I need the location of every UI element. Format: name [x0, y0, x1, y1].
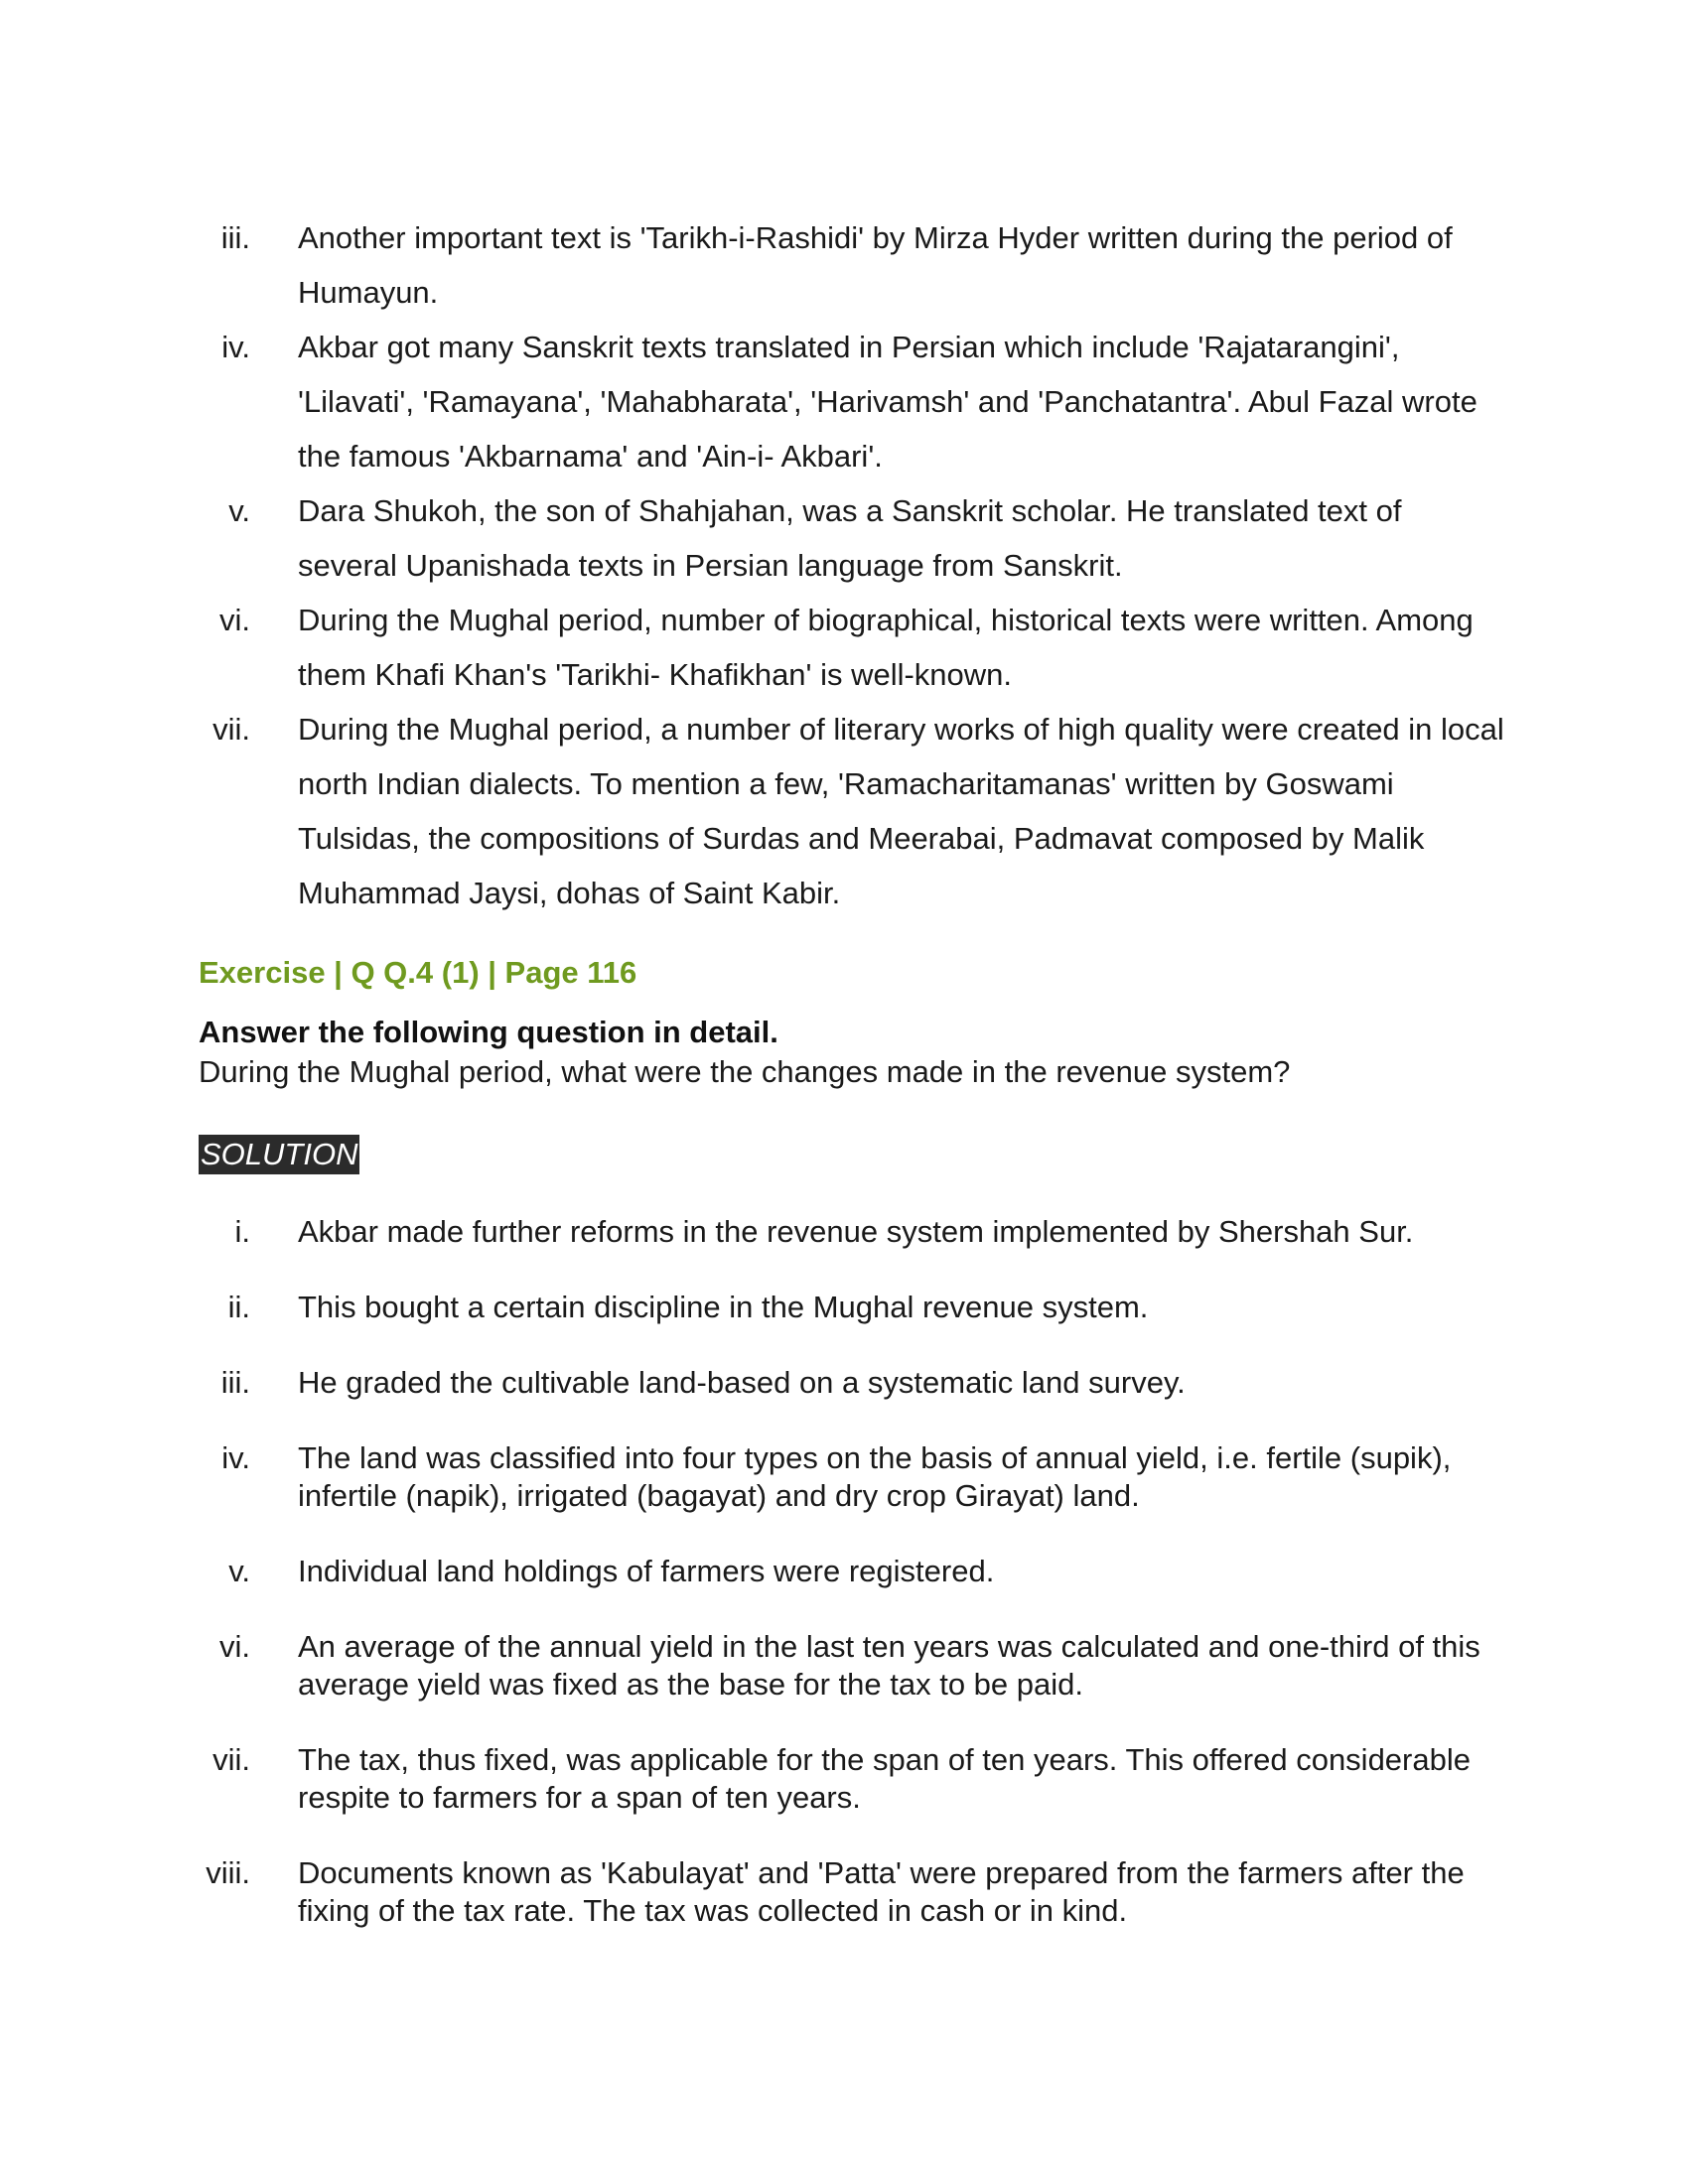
list-item-number: i.: [234, 1214, 250, 1249]
list-item-text: This bought a certain discipline in the Mughal revenue system.: [298, 1290, 1149, 1324]
question-instruction: Answer the following question in detail.: [199, 1015, 778, 1049]
list-item: [199, 1364, 1509, 1402]
list-item-number: vii.: [212, 712, 250, 747]
solution-label: SOLUTION: [199, 1135, 359, 1174]
exercise-heading: Exercise | Q Q.4 (1) | Page 116: [199, 955, 637, 990]
list-item-number: v.: [228, 493, 250, 528]
list-item: [199, 1628, 1509, 1704]
list-item: [199, 702, 1509, 920]
list-item-text: Dara Shukoh, the son of Shahjahan, was a Sanskrit scholar. He translated text of several Upanishada texts in Persian language from Sanskrit.: [298, 493, 1402, 583]
list-item-number: iv.: [221, 1440, 250, 1475]
list-item-text: Akbar got many Sanskrit texts translated in Persian which include 'Rajatarangini', 'Lilavati', 'Ramayana', 'Mahabharata', 'Harivamsh' and 'Panchatantra'. Abul Fazal wrote the famous 'Akbarnama' and 'Ain-i- Akbari'.: [298, 330, 1477, 474]
list-item-text: Individual land holdings of farmers were registered.: [298, 1554, 995, 1588]
list-item-number: v.: [228, 1554, 250, 1588]
solution-list: [199, 1213, 1509, 1968]
list-item: [199, 1741, 1509, 1817]
list-item-number: vi.: [219, 1629, 250, 1664]
list-item-text: The tax, thus fixed, was applicable for the span of ten years. This offered considerable respite to farmers for a span of ten years.: [298, 1742, 1471, 1815]
continued-answer-list: [199, 210, 1509, 920]
list-item-text: He graded the cultivable land-based on a systematic land survey.: [298, 1365, 1186, 1400]
list-item-number: vii.: [212, 1742, 250, 1777]
list-item-text: Akbar made further reforms in the revenue system implemented by Shershah Sur.: [298, 1214, 1414, 1249]
list-item-text: During the Mughal period, a number of literary works of high quality were created in local north Indian dialects. To mention a few, 'Ramacharitamanas' written by Goswami Tulsidas, the compositions of Surdas and Meerabai, Padmavat composed by Malik Muhammad Jaysi, dohas of Saint Kabir.: [298, 712, 1504, 910]
list-item: [199, 210, 1509, 320]
list-item-text: Another important text is 'Tarikh-i-Rashidi' by Mirza Hyder written during the period of Humayun.: [298, 220, 1453, 310]
list-item-number: iii.: [220, 1365, 250, 1400]
list-item: [199, 593, 1509, 702]
list-item-number: viii.: [206, 1855, 250, 1890]
list-item-text: An average of the annual yield in the last ten years was calculated and one-third of this average yield was fixed as the base for the tax to be paid.: [298, 1629, 1480, 1702]
list-item: [199, 320, 1509, 483]
list-item-text: During the Mughal period, number of biographical, historical texts were written. Among them Khafi Khan's 'Tarikhi- Khafikhan' is well-known.: [298, 603, 1474, 692]
list-item-text: Documents known as 'Kabulayat' and 'Patta' were prepared from the farmers after the fixing of the tax rate. The tax was collected in cash or in kind.: [298, 1855, 1465, 1928]
list-item: [199, 483, 1509, 593]
list-item: [199, 1213, 1509, 1251]
list-item: [199, 1854, 1509, 1930]
list-item: [199, 1289, 1509, 1326]
list-item-number: iii.: [220, 220, 250, 255]
question-text: During the Mughal period, what were the changes made in the revenue system?: [199, 1054, 1291, 1089]
list-item: [199, 1553, 1509, 1590]
list-item-number: iv.: [221, 330, 250, 364]
list-item-number: ii.: [227, 1290, 250, 1324]
list-item-number: vi.: [219, 603, 250, 637]
list-item-text: The land was classified into four types on the basis of annual yield, i.e. fertile (supik), infertile (napik), irrigated (bagayat) and dry crop Girayat) land.: [298, 1440, 1452, 1513]
list-item: [199, 1439, 1509, 1515]
